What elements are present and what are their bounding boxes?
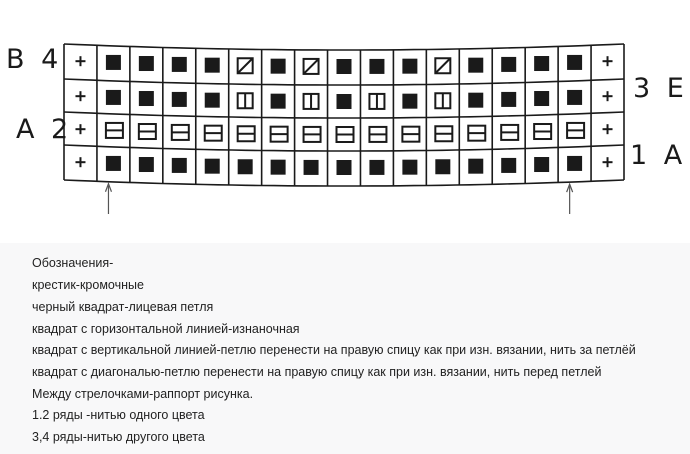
- cell-r1-c12-knit-square: [435, 159, 450, 174]
- cell-r3-c13-knit-square: [468, 93, 483, 108]
- cell-r1-c2-knit-square: [106, 156, 121, 171]
- row-label-a2: A 2: [16, 114, 73, 145]
- cell-r3-c7-knit-square: [271, 94, 286, 109]
- legend-title: Обозначения-: [32, 256, 114, 270]
- cell-r1-c15-knit-square: [534, 157, 549, 172]
- legend-panel: [0, 243, 690, 454]
- grid-line-h-3: [64, 145, 624, 151]
- grid-line-h-2: [64, 112, 624, 118]
- cell-r3-c16-knit-square: [567, 90, 582, 105]
- cell-r3-c3-knit-square: [139, 91, 154, 106]
- cell-r4-c9-knit-square: [337, 59, 352, 74]
- cell-r4-c15-knit-square: [534, 56, 549, 71]
- cell-r1-c8-knit-square: [304, 160, 319, 175]
- cell-r1-c7-knit-square: [271, 160, 286, 175]
- legend-purl-stitch: квадрат с горизонтальной линией-изнаночная: [32, 322, 300, 336]
- cell-r3-c5-knit-square: [205, 93, 220, 108]
- legend-slip-yarn-back: квадрат с вертикальной линией-петлю перенести на правую спицу как при изн. вязании, нить за петлёй: [32, 343, 636, 357]
- cell-r4-c13-knit-square: [468, 58, 483, 73]
- cell-r3-c11-knit-square: [402, 94, 417, 109]
- row-label-1a: 1 A: [630, 140, 687, 171]
- cell-r4-c16-knit-square: [567, 55, 582, 70]
- legend-edge-stitch: крестик-кромочные: [32, 278, 144, 292]
- cell-r4-c4-knit-square: [172, 57, 187, 72]
- row-label-b4: B 4: [6, 44, 63, 75]
- cell-r4-c3-knit-square: [139, 56, 154, 71]
- legend-rows-1-2: 1.2 ряды -нитью одного цвета: [32, 408, 205, 422]
- cell-r3-c15-knit-square: [534, 91, 549, 106]
- cell-r1-c3-knit-square: [139, 157, 154, 172]
- row-label-3e: 3 E: [633, 73, 688, 104]
- cell-r1-c16-knit-square: [567, 156, 582, 171]
- cell-r3-c2-knit-square: [106, 90, 121, 105]
- cell-r4-c14-knit-square: [501, 57, 516, 72]
- grid-line-h-4: [64, 180, 624, 186]
- cell-r4-c10-knit-square: [369, 59, 384, 74]
- cell-r4-c12-slip-front-diagonal: [435, 58, 450, 73]
- legend-knit-stitch: черный квадрат-лицевая петля: [32, 300, 214, 314]
- cell-r1-c5-knit-square: [205, 159, 220, 174]
- cell-r4-c7-knit-square: [271, 59, 286, 74]
- cell-r1-c4-knit-square: [172, 158, 187, 173]
- cell-r3-c14-knit-square: [501, 92, 516, 107]
- cell-r3-c4-knit-square: [172, 92, 187, 107]
- legend-slip-yarn-front: квадрат с диагональю-петлю перенести на правую спицу как при изн. вязании, нить перед петлей: [32, 365, 602, 379]
- grid-line-h-1: [64, 79, 624, 85]
- cell-r1-c10-knit-square: [369, 160, 384, 175]
- legend-rows-3-4: 3,4 ряды-нитью другого цвета: [32, 430, 205, 444]
- cell-r4-c2-knit-square: [106, 55, 121, 70]
- grid-line-h-0: [64, 44, 624, 50]
- cell-r1-c11-knit-square: [402, 160, 417, 175]
- cell-r1-c14-knit-square: [501, 158, 516, 173]
- cell-r1-c6-knit-square: [238, 159, 253, 174]
- cell-r1-c9-knit-square: [337, 160, 352, 175]
- cell-r4-c6-slip-front-diagonal: [238, 58, 253, 73]
- legend-repeat-note: Между стрелочками-раппорт рисунка.: [32, 387, 254, 401]
- cell-r3-c9-knit-square: [337, 94, 352, 109]
- cell-r4-c11-knit-square: [402, 59, 417, 74]
- cell-r1-c13-knit-square: [468, 159, 483, 174]
- cell-r4-c5-knit-square: [205, 58, 220, 73]
- cell-r4-c8-slip-front-diagonal: [304, 59, 319, 74]
